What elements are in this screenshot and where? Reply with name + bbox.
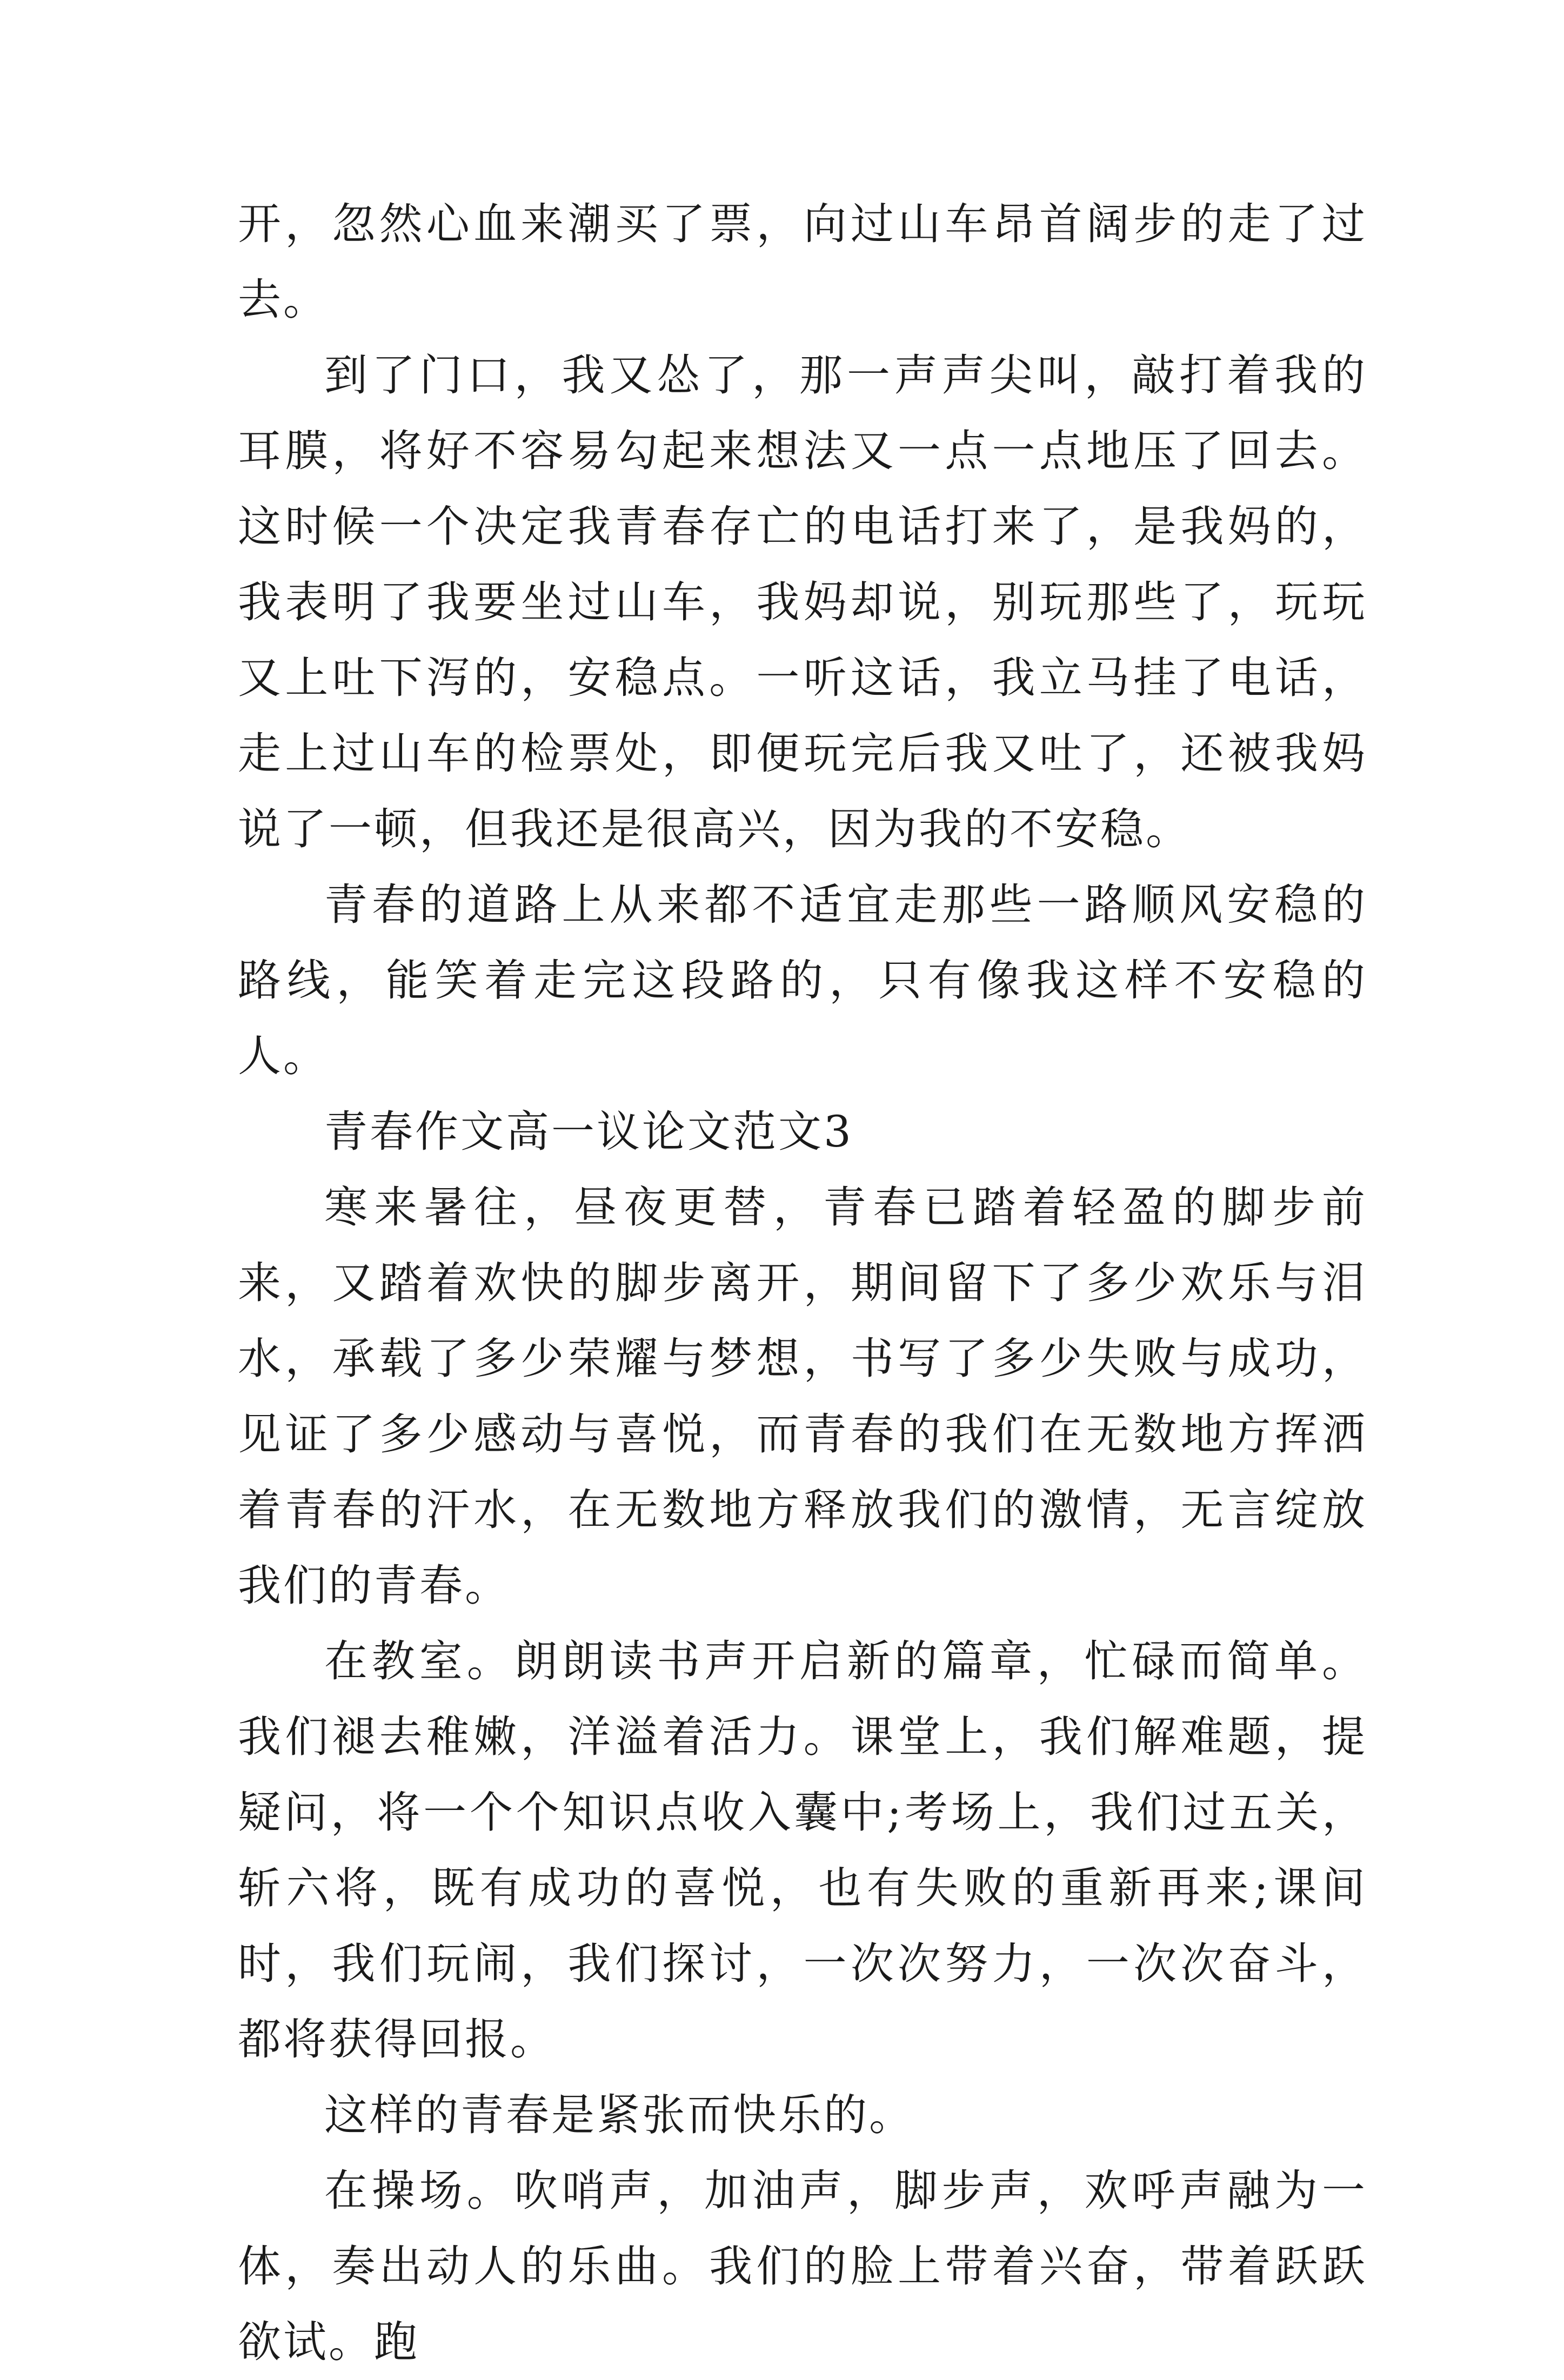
- document-body: [238, 186, 1367, 2380]
- section-heading: 青春作文高一议论文范文3: [324, 1107, 853, 1157]
- paragraph: 在教室。朗朗读书声开启新的篇章，忙碌而简单。我们褪去稚嫩，洋溢着活力。课堂上，我们解难题，提疑问，将一个个知识点收入囊中;考场上，我们过五关，斩六将，既有成功的喜悦，也有失败的重新再来;课间时，我们玩闹，我们探讨，一次次努力，一次次奋斗，都将获得回报。: [238, 1636, 1367, 2064]
- paragraph: 这样的青春是紧张而快乐的。: [324, 2090, 914, 2140]
- paragraph: 在操场。吹哨声，加油声，脚步声，欢呼声融为一体，奏出动人的乐曲。我们的脸上带着兴奋，带着跃跃欲试。跑: [238, 2166, 1367, 2367]
- paragraph: 到了门口，我又怂了，那一声声尖叫，敲打着我的耳膜，将好不容易勾起来想法又一点一点地压了回去。这时候一个决定我青春存亡的电话打来了，是我妈的，我表明了我要坐过山车，我妈却说，别玩那些了，玩玩又上吐下泻的，安稳点。一听这话，我立马挂了电话，走上过山车的检票处，即便玩完后我又吐了，还被我妈说了一顿，但我还是很高兴，因为我的不安稳。: [238, 350, 1367, 854]
- paragraph: 青春的道路上从来都不适宜走那些一路顺风安稳的路线，能笑着走完这段路的，只有像我这样不安稳的人。: [238, 880, 1367, 1081]
- paragraph-continuation: 开，忽然心血来潮买了票，向过山车昂首阔步的走了过去。: [238, 199, 1367, 325]
- paragraph: 寒来暑往，昼夜更替，青春已踏着轻盈的脚步前来，又踏着欢快的脚步离开，期间留下了多少欢乐与泪水，承载了多少荣耀与梦想，书写了多少失败与成功，见证了多少感动与喜悦，而青春的我们在无数地方挥洒着青春的汗水，在无数地方释放我们的激情，无言绽放我们的青春。: [238, 1182, 1367, 1611]
